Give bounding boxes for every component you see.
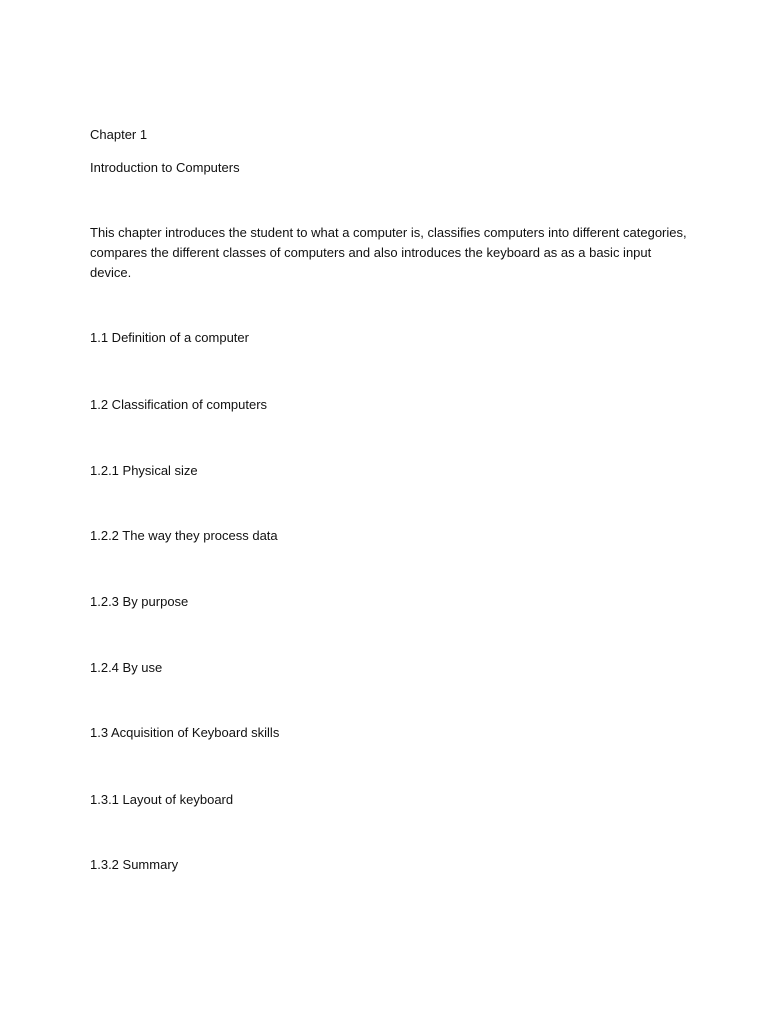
section-1-3-1: 1.3.1 Layout of keyboard: [90, 792, 234, 807]
section-1-2-2: 1.2.2 The way they process data: [90, 528, 278, 543]
section-1-1: 1.1 Definition of a computer: [90, 330, 249, 345]
section-1-2-3: 1.2.3 By purpose: [90, 594, 189, 609]
chapter-label: Chapter 1: [90, 127, 148, 142]
section-1-3-2: 1.3.2 Summary: [90, 857, 179, 872]
chapter-title: Introduction to Computers: [90, 160, 240, 175]
section-1-2-4: 1.2.4 By use: [90, 660, 163, 675]
section-1-2: 1.2 Classification of computers: [90, 397, 268, 412]
chapter-intro-paragraph: This chapter introduces the student to what a computer is, classifies computers into different categories, compares the different classes of computers and also introduces the keyboard as as a basic input device.: [90, 225, 687, 280]
section-1-2-1: 1.2.1 Physical size: [90, 463, 198, 478]
section-1-3: 1.3 Acquisition of Keyboard skills: [90, 725, 280, 740]
